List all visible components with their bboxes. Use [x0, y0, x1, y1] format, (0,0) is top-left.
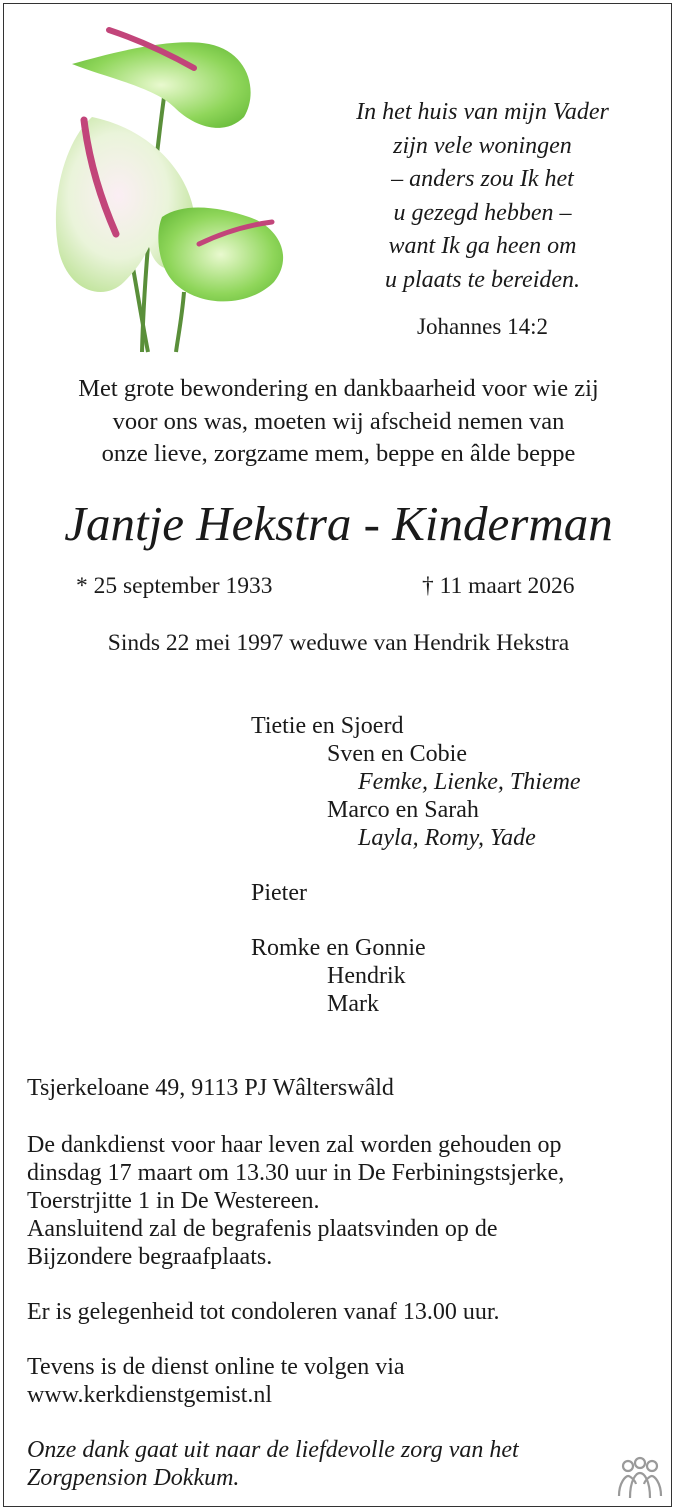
family-member: Marco en Sarah — [327, 797, 479, 823]
widow-line: Sinds 22 mei 1997 weduwe van Hendrik Hekstra — [107, 630, 570, 656]
intro-text — [0, 373, 677, 471]
service-line: Aansluitend zal de begrafenis plaatsvinden op de — [27, 1216, 498, 1242]
family-member: Tietie en Sjoerd — [251, 713, 404, 739]
thanks-line: Onze dank gaat uit naar de liefdevolle zorg van het — [27, 1437, 519, 1463]
deceased-name: Jantje Hekstra - Kinderman — [64, 496, 613, 551]
thanks-line: Zorgpension Dokkum. — [27, 1465, 240, 1491]
verse-line: – anders zou Ik het — [391, 166, 574, 192]
online-line: Tevens is de dienst online te volgen via — [27, 1354, 405, 1380]
intro-line: Met grote bewondering en dankbaarheid voor wie zij — [78, 375, 599, 402]
verse-line: u plaats te bereiden. — [384, 266, 581, 293]
birth-date: * 25 september 1933 — [76, 573, 273, 599]
service-line: Bijzondere begraafplaats. — [27, 1244, 273, 1270]
condolence-text: Er is gelegenheid tot condoleren vanaf 13.00 uur. — [27, 1299, 500, 1325]
verse-line: u gezegd hebben – — [393, 199, 572, 226]
service-line: Toerstrjitte 1 in De Westereen. — [27, 1188, 320, 1214]
online-link[interactable]: www.kerkdienstgemist.nl — [27, 1382, 273, 1408]
anthurium-flower-icon — [44, 22, 294, 357]
family-member: Mark — [327, 991, 379, 1017]
family-member: Romke en Gonnie — [251, 935, 426, 961]
bible-verse — [320, 96, 645, 297]
people-group-icon — [616, 1456, 664, 1500]
verse-line: In het huis van mijn Vader — [356, 99, 609, 125]
intro-line: voor ons was, moeten wij afscheid nemen van — [112, 407, 565, 435]
intro-line: onze lieve, zorgzame mem, beppe en âlde beppe — [101, 440, 576, 467]
family-member: Femke, Lienke, Thieme — [358, 769, 581, 795]
verse-reference: Johannes 14:2 — [417, 314, 548, 339]
service-line: De dankdienst voor haar leven zal worden gehouden op — [27, 1132, 562, 1158]
death-date: † 11 maart 2026 — [422, 573, 575, 599]
service-line: dinsdag 17 maart om 13.30 uur in De Ferbiningstsjerke, — [27, 1160, 565, 1186]
family-member: Sven en Cobie — [327, 741, 467, 767]
address: Tsjerkeloane 49, 9113 PJ Wâlterswâld — [27, 1075, 394, 1101]
verse-line: want Ik ga heen om — [388, 233, 577, 259]
verse-line: zijn vele woningen — [393, 132, 572, 159]
family-member: Pieter — [251, 880, 307, 906]
family-member: Hendrik — [327, 963, 406, 989]
family-member: Layla, Romy, Yade — [358, 825, 536, 851]
